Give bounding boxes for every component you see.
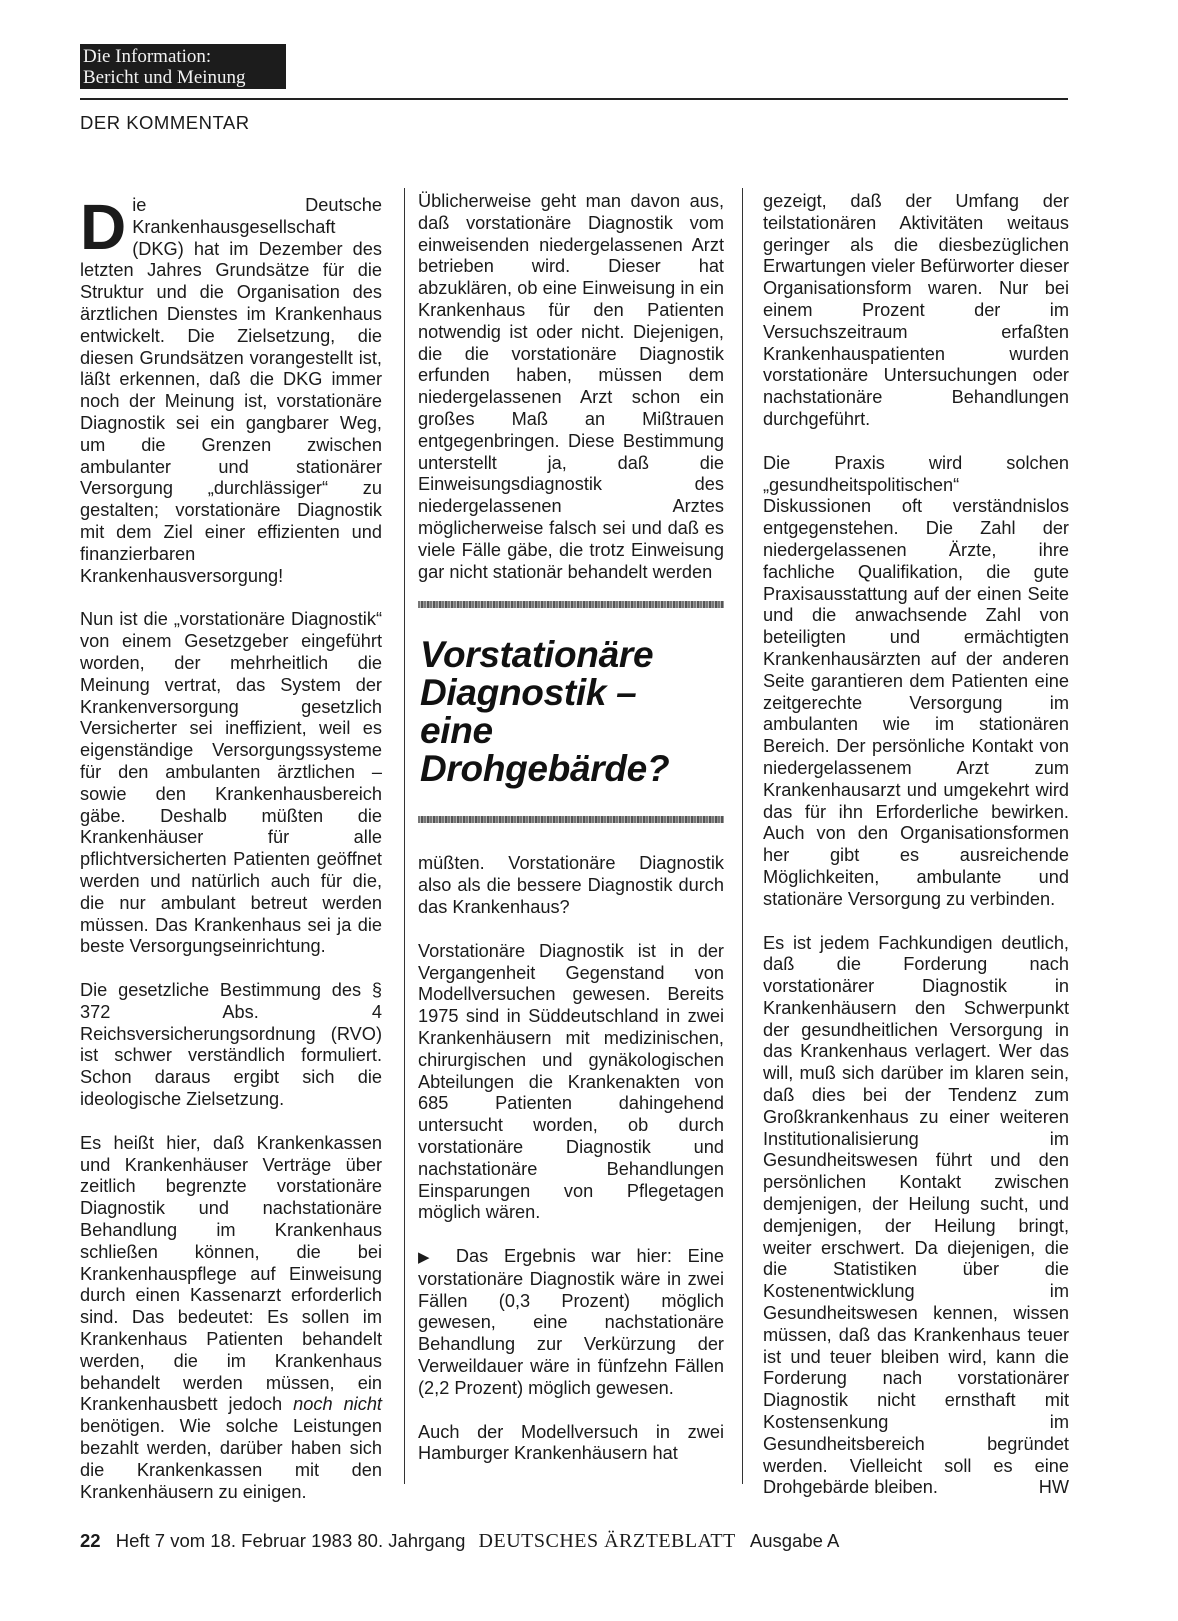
emphasis: noch nicht	[293, 1394, 382, 1415]
column-divider-1	[404, 188, 405, 1484]
paragraph: Die Praxis wird solchen „gesundheitspolitischen“ Diskussionen oft verständnislos entgegenstehen. Die Zahl der niedergelassenen Ärzte, ihre fachliche Qualifikation, die gute Praxisausstattung auf der einen Seite und die anwachsende Zahl von beteiligten und ermächtigten Krankenhausärzten auf der anderen Seite garantieren dem Patienten eine zeitgerechte Versorgung im ambulanten wie im stationären Bereich. Der persönliche Kontakt von niedergelassenem Arzt zum Krankenhausarzt und umgekehrt wird das für ihn Erforderliche bewirken. Auch von den Organisationsformen her gibt es ausreichende Möglichkeiten, ambulante und stationäre Versorgung zu verbinden.	[763, 452, 1069, 909]
paragraph: Vorstationäre Diagnostik ist in der Vergangenheit Gegenstand von Modellversuchen gewesen. Bereits 1975 sind in Süddeutschland in zwei Krankenhäusern mit medizinischen, chirurgischen und gynäkologischen Abteilungen die Krankenakten von 685 Patienten dahingehend untersucht worden, ob durch vorstationäre Diagnostik und nachstationäre Behandlungen Einsparungen von Pflegetagen möglich wären.	[418, 940, 724, 1223]
edition: Ausgabe A	[749, 1530, 840, 1551]
headline-band-bottom	[418, 816, 724, 823]
page-footer	[80, 1530, 839, 1553]
headline-block	[418, 601, 724, 823]
article-column-2	[418, 191, 724, 1487]
article-column-1	[80, 191, 382, 1525]
paragraph: Auch der Modellversuch in zwei Hamburger Krankenhäusern hat	[418, 1421, 724, 1464]
rubric-line-2: Bericht und Meinung	[83, 67, 246, 88]
issue-info: Heft 7 vom 18. Februar 1983 80. Jahrgang	[115, 1530, 466, 1551]
paragraph: Nun ist die „vorstationäre Diagnostik“ von einem Gesetzgeber eingeführt worden, der mehrheitlich die Meinung vertrat, das System der Krankenversorgung gesetzlich Versicherter sei ineffizient, weil es eigenständige Versorgungssysteme für den ambulanten ärztlichen – sowie den Krankenhausbereich gäbe. Deshalb müßten die Krankenhäuser für alle pflichtversicherten Patienten geöffnet werden und natürlich auch für die, die nur ambulant betreut werden müssen. Das Krankenhaus sei ja die beste Versorgungseinrichtung.	[80, 609, 382, 957]
rubric-header	[80, 44, 286, 89]
paragraph: Die gesetzliche Bestimmung des § 372 Abs. 4 Reichsversicherungsordnung (RVO) ist schwer verständlich formuliert. Schon daraus ergibt sich die ideologische Zielsetzung.	[80, 980, 382, 1110]
paragraph: Üblicherweise geht man davon aus, daß vorstationäre Diagnostik vom einweisenden niedergelassenen Arzt betrieben wird. Dieser hat abzuklären, ob eine Einweisung in ein Krankenhaus für den Patienten notwendig ist oder nicht. Diejenigen, die die vorstationäre Diagnostik erfunden haben, müssen dem niedergelassenen Arzt schon ein großes Maß an Mißtrauen entgegenbringen. Diese Bestimmung unterstellt ja, daß die Einweisungsdiagnostik des niedergelassenen Arztes möglicherweise falsch sei und daß es viele Fälle gäbe, die trotz Einweisung gar nicht stationär behandelt werden	[418, 191, 724, 582]
paragraph: Es heißt hier, daß Krankenkassen und Krankenhäuser Verträge über zeitlich begrenzte vorstationäre Diagnostik und nachstationäre Behandlung im Krankenhaus schließen können, die bei Krankenhauspflege auf Einweisung durch einen Kassenarzt erforderlich sind. Das bedeutet: Es sollen im Krankenhaus Patienten behandelt werden, die im Krankenhaus behandelt werden müssen, ein Krankenhausbett jedoch noch nicht benötigen. Wie solche Leistungen bezahlt werden, darüber haben sich die Krankenkassen mit den Krankenhäusern zu einigen.	[80, 1132, 382, 1502]
rubric-line-1: Die Information:	[83, 46, 212, 67]
paragraph: Es ist jedem Fachkundigen deutlich, daß die Forderung nach vorstationärer Diagnostik in Krankenhäusern den Schwerpunkt der gesundheitlichen Versorgung in das Krankenhaus verlagert. Wer das will, muß sich darüber im klaren sein, daß dies bei der Tendenz zum Großkrankenhaus zu einer weiteren Institutionalisierung im Gesundheitswesen führt und den persönlichen Kontakt zwischen demjenigen, der Heilung sucht, und demjenigen, der Heilung bringt, weiter erschwert. Da diejenigen, die die Statistiken über die Kostenentwicklung im Gesundheitswesen kennen, wissen müssen, daß das Krankenhaus teuer ist und teuer bleiben wird, kann die Forderung nach vorstationärer Diagnostik nicht ernsthaft mit Kostensenkung im Gesundheitsbereich begründet werden. Vielleicht soll es eine Drohgebärde bleiben. HW	[763, 932, 1069, 1498]
paragraph: müßten. Vorstationäre Diagnostik also als die bessere Diagnostik durch das Krankenhaus?	[418, 853, 724, 917]
section-label: DER KOMMENTAR	[80, 112, 250, 133]
arrow-icon: ▶	[418, 1249, 441, 1267]
drop-cap: D	[80, 191, 127, 263]
paragraph: ▶ Das Ergebnis war hier: Eine vorstationäre Diagnostik wäre in zwei Fällen (0,3 Prozent) möglich gewesen, eine nachstationäre Behandlung zur Verkürzung der Verweildauer wäre in fünfzehn Fällen (2,2 Prozent) möglich gewesen.	[418, 1246, 724, 1398]
headline-band-top	[418, 601, 724, 608]
article-column-3	[763, 191, 1069, 1521]
column-divider-2	[742, 188, 743, 1484]
paragraph: Die Deutsche Krankenhausgesellschaft (DKG) hat im Dezember des letzten Jahres Grundsätze für die Struktur und die Organisation des ärztlichen Dienstes im Krankenhaus entwickelt. Die Zielsetzung, die diesen Grundsätzen vorangestellt ist, läßt erkennen, daß die DKG immer noch der Meinung ist, vorstationäre Diagnostik sei ein gangbarer Weg, um die Grenzen zwischen ambulanter und stationärer Versorgung „durchlässiger“ zu gestalten; vorstationäre Diagnostik mit dem Ziel einer effizienten und finanzierbaren Krankenhausversorgung!	[80, 191, 382, 586]
author-signature: HW	[1038, 1477, 1069, 1498]
paragraph: gezeigt, daß der Umfang der teilstationären Aktivitäten weitaus geringer als die diesbezüglichen Erwartungen vieler Befürworter dieser Organisationsform waren. Nur bei einem Prozent der im Versuchszeitraum erfaßten Krankenhauspatienten wurden vorstationäre Untersuchungen oder nachstationäre Behandlungen durchgeführt.	[763, 191, 1069, 429]
journal-name: DEUTSCHES ÄRZTEBLATT	[478, 1530, 736, 1552]
page-number: 22	[80, 1530, 101, 1551]
top-rule	[80, 98, 1068, 100]
article-headline: Vorstationäre Diagnostik – eine Drohgebärde?	[420, 634, 670, 790]
